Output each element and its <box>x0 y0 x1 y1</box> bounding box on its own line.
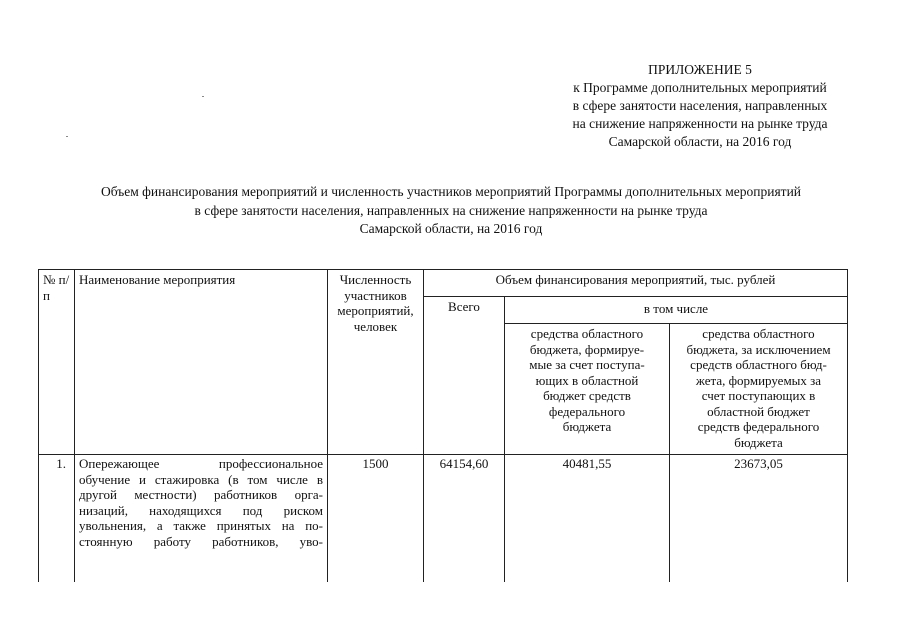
row-num: 1. <box>39 455 75 583</box>
appendix-line: Самарской области, на 2016 год <box>608 134 792 149</box>
header-regional-line: бюджета, формируе- <box>529 341 645 357</box>
financing-table <box>38 269 848 582</box>
header-count-line: человек <box>353 318 398 334</box>
table-row <box>39 455 848 583</box>
header-regional-line: бюджет средств <box>543 388 631 403</box>
header-regional-excl-line: областной бюджет <box>707 403 810 419</box>
header-count-line: Численность <box>339 272 412 287</box>
header-name: Наименование мероприятия <box>75 270 328 455</box>
header-regional-excl-line: бюджета, за исключением <box>686 341 831 357</box>
row-name-line: другой местности) работников орга- <box>79 487 323 502</box>
document-title-line: Объем финансирования мероприятий и численность участников мероприятий Программы дополнительных мероприятий <box>100 184 802 199</box>
header-volume: Объем финансирования мероприятий, тыс. рублей <box>424 270 848 297</box>
header-regional-line: мые за счет поступа- <box>529 357 645 372</box>
row-regional-excl: 23673,05 <box>670 455 848 583</box>
header-regional-excl-line: средства областного <box>702 326 815 341</box>
row-name-line: Опережающее профессиональное <box>79 456 323 471</box>
header-count-line: мероприятий, <box>337 303 414 318</box>
header-total: Всего <box>424 297 505 455</box>
row-regional: 40481,55 <box>505 455 670 583</box>
document-title-line: Самарской области, на 2016 год <box>359 221 543 236</box>
row-total: 64154,60 <box>424 455 505 583</box>
header-regional-excl <box>670 324 848 455</box>
header-regional <box>505 324 670 455</box>
row-name-line: низаций, находящихся под риском <box>79 502 323 518</box>
header-regional-excl-line: жета, формируемых за <box>695 372 822 388</box>
appendix-line: на снижение напряженности на рынке труда <box>572 116 828 131</box>
header-regional-line: ющих в областной <box>535 372 639 388</box>
document-title <box>20 183 882 239</box>
scan-speck <box>66 136 68 137</box>
header-regional-excl-line: средств областного бюд- <box>690 357 827 372</box>
header-regional-excl-line: бюджета <box>734 434 783 450</box>
row-name-line: увольнения, а также принятых на по- <box>79 518 323 533</box>
row-name-line: обучение и стажировка (в том числе в <box>79 471 323 487</box>
appendix-line: к Программе дополнительных мероприятий <box>573 80 827 95</box>
scan-speck <box>202 96 204 97</box>
row-name <box>75 455 328 583</box>
row-count: 1500 <box>328 455 424 583</box>
header-num: № п/п <box>39 270 75 455</box>
header-regional-excl-line: средств федерального <box>697 419 820 434</box>
header-regional-line: средства областного <box>530 326 644 341</box>
appendix-title: ПРИЛОЖЕНИЕ 5 <box>648 62 752 77</box>
document-title-line: в сфере занятости населения, направленных на снижение напряженности на рынке труда <box>194 202 708 218</box>
header-including: в том числе <box>505 297 848 324</box>
header-count-line: участников <box>344 287 407 303</box>
header-regional-line: федерального <box>548 403 626 419</box>
header-regional-line: бюджета <box>562 419 612 434</box>
header-count <box>328 270 424 455</box>
appendix-line: в сфере занятости населения, направленных <box>572 98 828 113</box>
appendix-block <box>540 61 860 151</box>
header-regional-excl-line: счет поступающих в <box>701 388 816 403</box>
row-name-line: стоянную работу работников, уво- <box>79 533 323 549</box>
